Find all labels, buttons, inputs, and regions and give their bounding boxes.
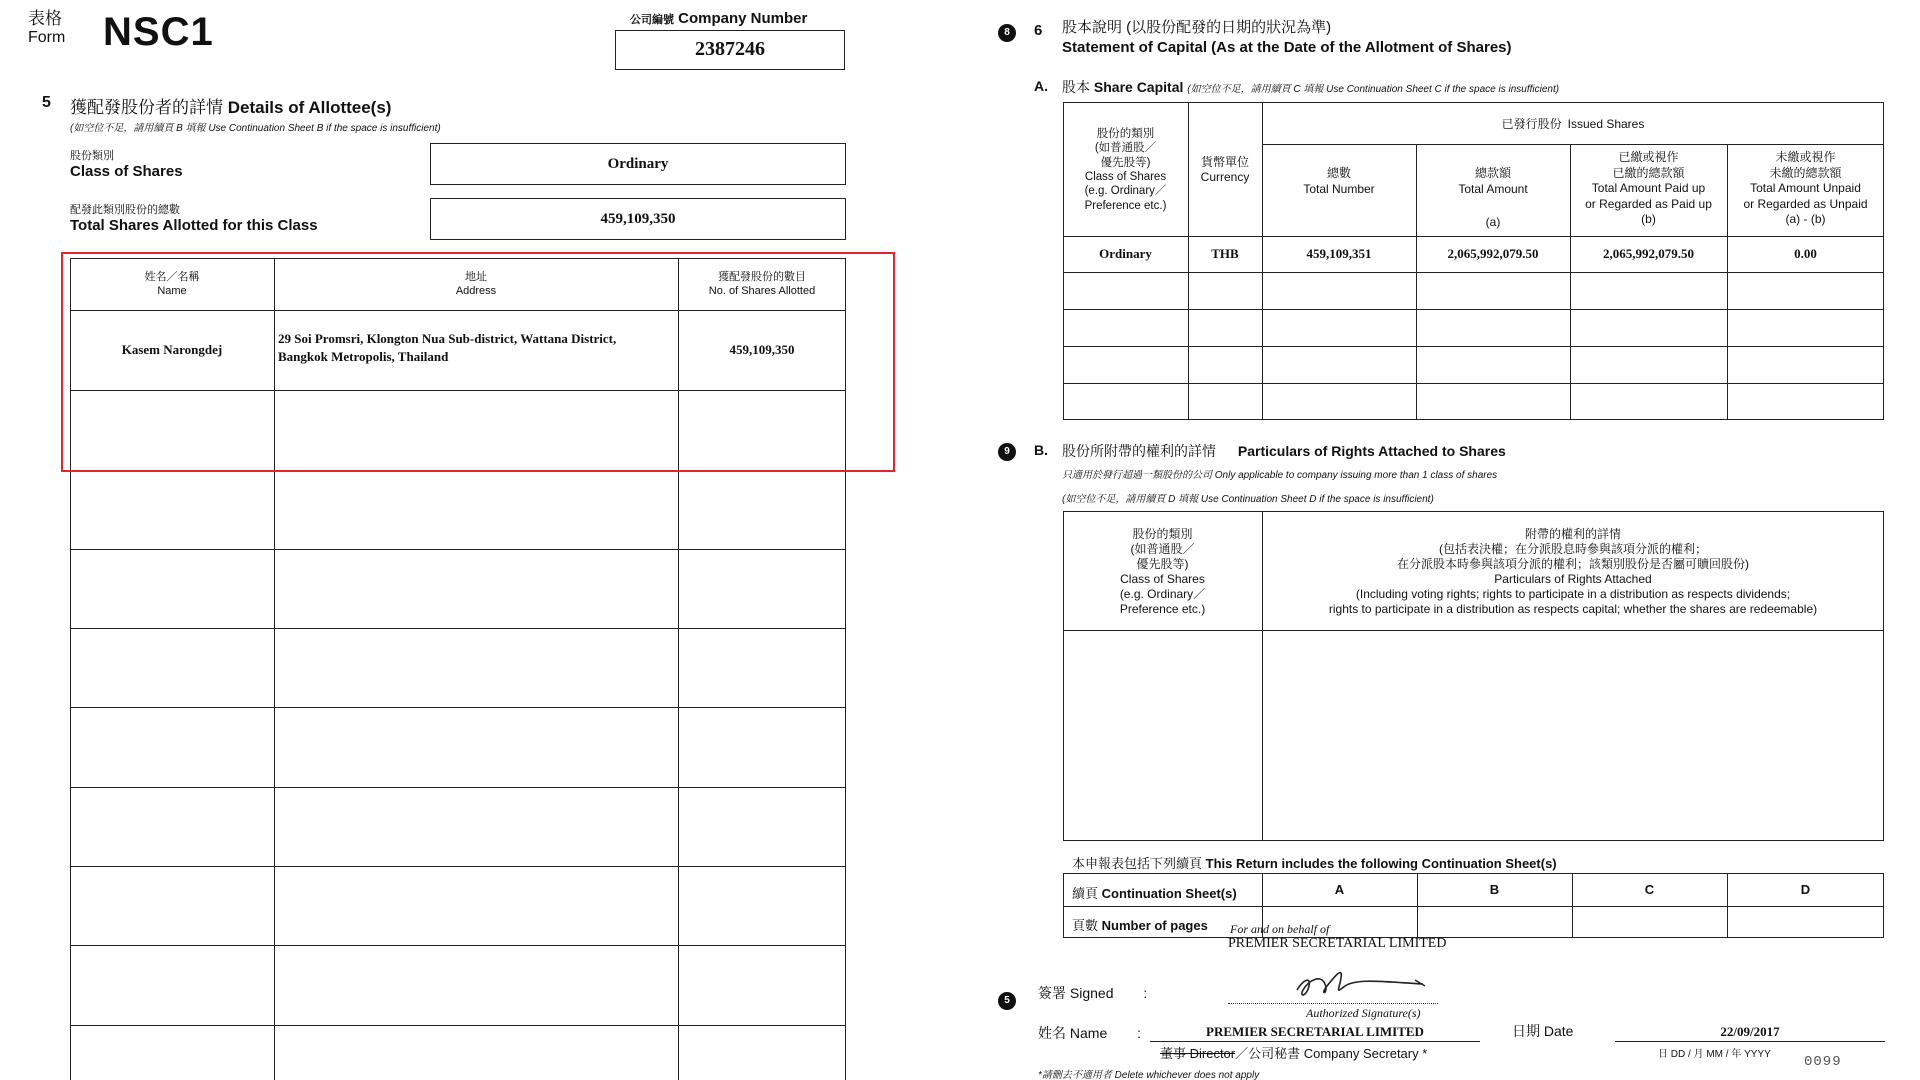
form-label-en: Form <box>28 28 66 46</box>
signed-colon: : <box>1143 985 1148 1001</box>
class-label-en: Class of Shares <box>70 163 183 181</box>
section6a-title <box>1062 77 1559 97</box>
sc-row-total-number: 459,109,351 <box>1306 246 1372 262</box>
date-underline <box>1615 1041 1885 1042</box>
signed-label-cn: 簽署 <box>1038 985 1066 1001</box>
sc-header-total-number <box>1262 166 1416 197</box>
form-label <box>28 10 65 46</box>
sc-row-total-amount: 2,065,992,079.50 <box>1447 246 1539 262</box>
sc-header-class <box>1063 106 1188 234</box>
sc-paid-cn1: 已繳或視作 <box>1618 150 1679 164</box>
sc-class-cn2: (如普通股／ <box>1094 142 1157 155</box>
sc-row-line <box>1063 309 1884 310</box>
total-shares-label-cn: 配發此類別股份的總數 <box>70 204 180 216</box>
footnote: *請刪去不適用者 Delete whichever does not apply <box>1038 1070 1260 1080</box>
rights-cn3: 在分派股本時參與該項分派的權利；該類別股份是否屬可贖回股份) <box>1397 556 1749 571</box>
sc-class-cn3: 優先股等) <box>1100 156 1151 169</box>
sc-unpaid-en2: or Regarded as Unpaid <box>1743 196 1868 211</box>
rights-row-line <box>1063 630 1884 631</box>
sc-row-unpaid: 0.00 <box>1794 246 1817 262</box>
company-number-value: 2387246 <box>695 38 765 60</box>
signed-label-en: Signed <box>1069 985 1114 1001</box>
signature-dotted-line <box>1228 1003 1438 1004</box>
continuation-col-d: D <box>1800 881 1811 897</box>
class-label-cn: 股份類別 <box>70 150 114 162</box>
continuation-title <box>1072 853 1557 872</box>
address-line-1: 29 Soi Promsri, Klongton Nua Sub-district, Wattana District, <box>278 331 617 346</box>
section-b-title <box>1062 441 1506 461</box>
sc-row-currency: THB <box>1211 246 1239 262</box>
sc-row-line <box>1063 383 1884 384</box>
allottee-row-line <box>70 628 846 629</box>
header-address-cn: 地址 <box>465 271 487 284</box>
sc-unpaid-en1: Total Amount Unpaid <box>1750 181 1861 196</box>
sc-paid-en2: or Regarded as Paid up <box>1585 196 1712 211</box>
capacity-line <box>1160 1043 1427 1062</box>
on-behalf-text: For and on behalf of <box>1230 922 1330 936</box>
sc-header-unpaid <box>1727 150 1884 228</box>
section6-title-cn: 股本說明 (以股份配發的日期的狀況為準) <box>1062 19 1332 36</box>
sc-row-class: Ordinary <box>1099 246 1152 262</box>
signature-circle: 5 <box>998 992 1016 1010</box>
rights-en3: rights to participate in a distribution as respects capital; whether the shares are redeemable) <box>1328 601 1818 616</box>
sc-issued-cn: 已發行股份 <box>1501 116 1562 131</box>
total-shares-label <box>70 204 318 235</box>
allottee-row-line <box>70 866 846 867</box>
sc-class-cn1: 股份的類別 <box>1096 127 1155 140</box>
section-b-note1: 只適用於發行超過一類股份的公司 Only applicable to company issuing more than 1 class of shares <box>1062 470 1498 481</box>
sc-paid-sub: (b) <box>1641 212 1656 227</box>
stamp-number: 0099 <box>1804 1054 1842 1070</box>
sc-class-en1: Class of Shares <box>1084 171 1167 183</box>
sc-header-total-amount <box>1416 166 1570 231</box>
section5-title <box>70 93 391 118</box>
continuation-col-c: C <box>1644 881 1655 897</box>
sc-total-number-en: Total Number <box>1303 181 1375 196</box>
header-shares-cn: 獲配發股份的數目 <box>718 271 806 284</box>
signed-label <box>1038 983 1147 1003</box>
continuation-row1-cn: 續頁 <box>1072 886 1099 901</box>
continuation-row1-en: Continuation Sheet(s) <box>1101 886 1237 901</box>
continuation-row1-label <box>1072 883 1237 902</box>
sc-currency-cn: 貨幣單位 <box>1200 155 1249 169</box>
authorized-signature-label: Authorized Signature(s) <box>1306 1006 1421 1020</box>
sc-header-paid <box>1570 150 1727 228</box>
name-label-cn: 姓名 <box>1038 1025 1066 1041</box>
section5-title-en: Details of Allottee(s) <box>227 98 392 117</box>
rights-header-class <box>1063 515 1262 628</box>
sc-paid-en1: Total Amount Paid up <box>1591 181 1706 196</box>
section6-title-en: Statement of Capital (As at the Date of the Allotment of Shares) <box>1062 38 1512 56</box>
section6a-title-cn: 股本 <box>1062 79 1090 95</box>
section5-note: (如空位不足，請用續頁 B 填報 Use Continuation Sheet B if the space is insufficient) <box>70 123 441 134</box>
on-behalf-company: PREMIER SECRETARIAL LIMITED <box>1228 936 1447 951</box>
date-label-en: Date <box>1543 1023 1574 1039</box>
rights-class-cn2: (如普通股／ <box>1130 541 1195 556</box>
company-number-label-en: Company Number <box>678 10 808 27</box>
allottee-row-line <box>70 787 846 788</box>
sc-total-amount-sub: (a) <box>1485 215 1501 230</box>
date-label <box>1512 1021 1573 1041</box>
sc-header-currency <box>1188 106 1262 234</box>
rights-class-cn1: 股份的類別 <box>1132 526 1193 541</box>
section6-number: 6 <box>1034 22 1043 39</box>
section6a-note: (如空位不足，請用續頁 C 填報 Use Continuation Sheet C if the space is insufficient) <box>1187 84 1560 95</box>
rights-class-cn3: 優先股等) <box>1136 556 1189 571</box>
sc-header-issued <box>1262 104 1884 144</box>
section-b-circle: 9 <box>998 443 1016 461</box>
allottee-row-line <box>70 549 846 550</box>
continuation-col-b: B <box>1489 881 1500 897</box>
sc-currency-en: Currency <box>1200 170 1250 184</box>
sc-paid-cn2: 已繳的總款額 <box>1612 165 1685 180</box>
header-address-en: Address <box>455 285 497 297</box>
sc-row-line <box>1063 346 1884 347</box>
sc-row-paid: 2,065,992,079.50 <box>1603 246 1694 262</box>
director-struck: 董事 Director <box>1160 1046 1236 1061</box>
section5-title-cn: 獲配發股份者的詳情 <box>70 98 223 117</box>
sc-row-line <box>1063 272 1884 273</box>
section6a-label: A. <box>1034 78 1048 94</box>
class-of-shares-field <box>430 143 846 185</box>
section6a-title-en: Share Capital <box>1093 79 1184 95</box>
rights-class-en1: Class of Shares <box>1120 571 1205 586</box>
section-b-note2: (如空位不足，請用續頁 D 填報 Use Continuation Sheet D if the space is insufficient) <box>1062 494 1434 505</box>
company-secretary: ／公司秘書 Company Secretary * <box>1235 1046 1428 1061</box>
handwritten-signature <box>1285 960 1435 1004</box>
sc-total-amount-cn: 總款額 <box>1474 166 1511 180</box>
class-of-shares-value: Ordinary <box>607 156 669 172</box>
sc-total-amount-en: Total Amount <box>1458 181 1528 196</box>
highlight-box <box>61 252 895 472</box>
name-colon: : <box>1137 1025 1142 1041</box>
allottee-row-line <box>70 945 846 946</box>
section6-circle: 8 <box>998 24 1016 42</box>
rights-en1: Particulars of Rights Attached <box>1494 571 1652 586</box>
continuation-title-cn: 本申報表包括下列續頁 <box>1072 856 1203 871</box>
rights-class-en2: (e.g. Ordinary／ <box>1119 586 1206 601</box>
date-label-cn: 日期 <box>1512 1023 1540 1039</box>
total-shares-value: 459,109,350 <box>600 211 676 227</box>
sc-class-en3: Preference etc.) <box>1084 199 1167 212</box>
sc-unpaid-cn2: 未繳的總款額 <box>1769 165 1842 180</box>
sc-unpaid-sub: (a) - (b) <box>1785 212 1826 227</box>
sc-row-line <box>1262 144 1884 145</box>
form-label-cn: 表格 <box>28 9 62 28</box>
rights-class-en3: Preference etc.) <box>1119 601 1206 616</box>
name-value: PREMIER SECRETARIAL LIMITED <box>1206 1024 1424 1039</box>
continuation-row2-en: Number of pages <box>1101 918 1208 933</box>
sc-class-en2: (e.g. Ordinary／ <box>1084 185 1167 198</box>
name-label-en: Name <box>1069 1025 1108 1041</box>
form-code: NSC1 <box>103 10 214 54</box>
rights-en2: (Including voting rights; rights to participate in a distribution as respects dividends; <box>1355 586 1791 601</box>
header-shares-en: No. of Shares Allotted <box>708 285 816 297</box>
sc-issued-en: Issued Shares <box>1567 116 1645 131</box>
name-underline <box>1150 1041 1480 1042</box>
section5-number: 5 <box>42 94 51 111</box>
section-b-label: B. <box>1034 442 1048 458</box>
continuation-row-line <box>1063 906 1884 907</box>
allottee-row-line <box>70 1025 846 1026</box>
company-number-label <box>630 10 807 27</box>
allottee-row-line <box>70 707 846 708</box>
rights-cn2: (包括表決權；在分派股息時參與該項分派的權利； <box>1439 541 1707 556</box>
section6-title <box>1062 18 1512 57</box>
section-b-title-en: Particulars of Rights Attached to Shares <box>1237 443 1506 459</box>
total-shares-label-en: Total Shares Allotted for this Class <box>70 217 318 235</box>
section-b-title-cn: 股份所附帶的權利的詳情 <box>1062 443 1216 459</box>
continuation-title-en: This Return includes the following Continuation Sheet(s) <box>1205 856 1557 871</box>
continuation-row2-label <box>1072 915 1208 934</box>
continuation-row2-cn: 頁數 <box>1072 918 1099 933</box>
header-name-cn: 姓名／名稱 <box>144 271 200 284</box>
class-of-shares-label <box>70 150 183 181</box>
allottee-row-name: Kasem Narongdej <box>121 341 223 357</box>
sc-total-number-cn: 總數 <box>1326 166 1351 180</box>
company-number-label-cn: 公司編號 <box>630 14 674 26</box>
continuation-col-a: A <box>1334 881 1345 897</box>
name-label <box>1038 1023 1141 1043</box>
rights-cn1: 附帶的權利的詳情 <box>1524 526 1621 541</box>
rights-header-particulars <box>1262 515 1884 628</box>
total-shares-field <box>430 198 846 240</box>
allottee-row-shares: 459,109,350 <box>729 341 795 357</box>
sc-unpaid-cn1: 未繳或視作 <box>1775 150 1836 164</box>
date-format: 日 DD / 月 MM / 年 YYYY <box>1658 1049 1771 1060</box>
date-value: 22/09/2017 <box>1720 1024 1780 1039</box>
address-line-2: Bangkok Metropolis, Thailand <box>278 348 449 364</box>
header-name-en: Name <box>157 285 187 297</box>
company-number-field <box>615 30 845 70</box>
